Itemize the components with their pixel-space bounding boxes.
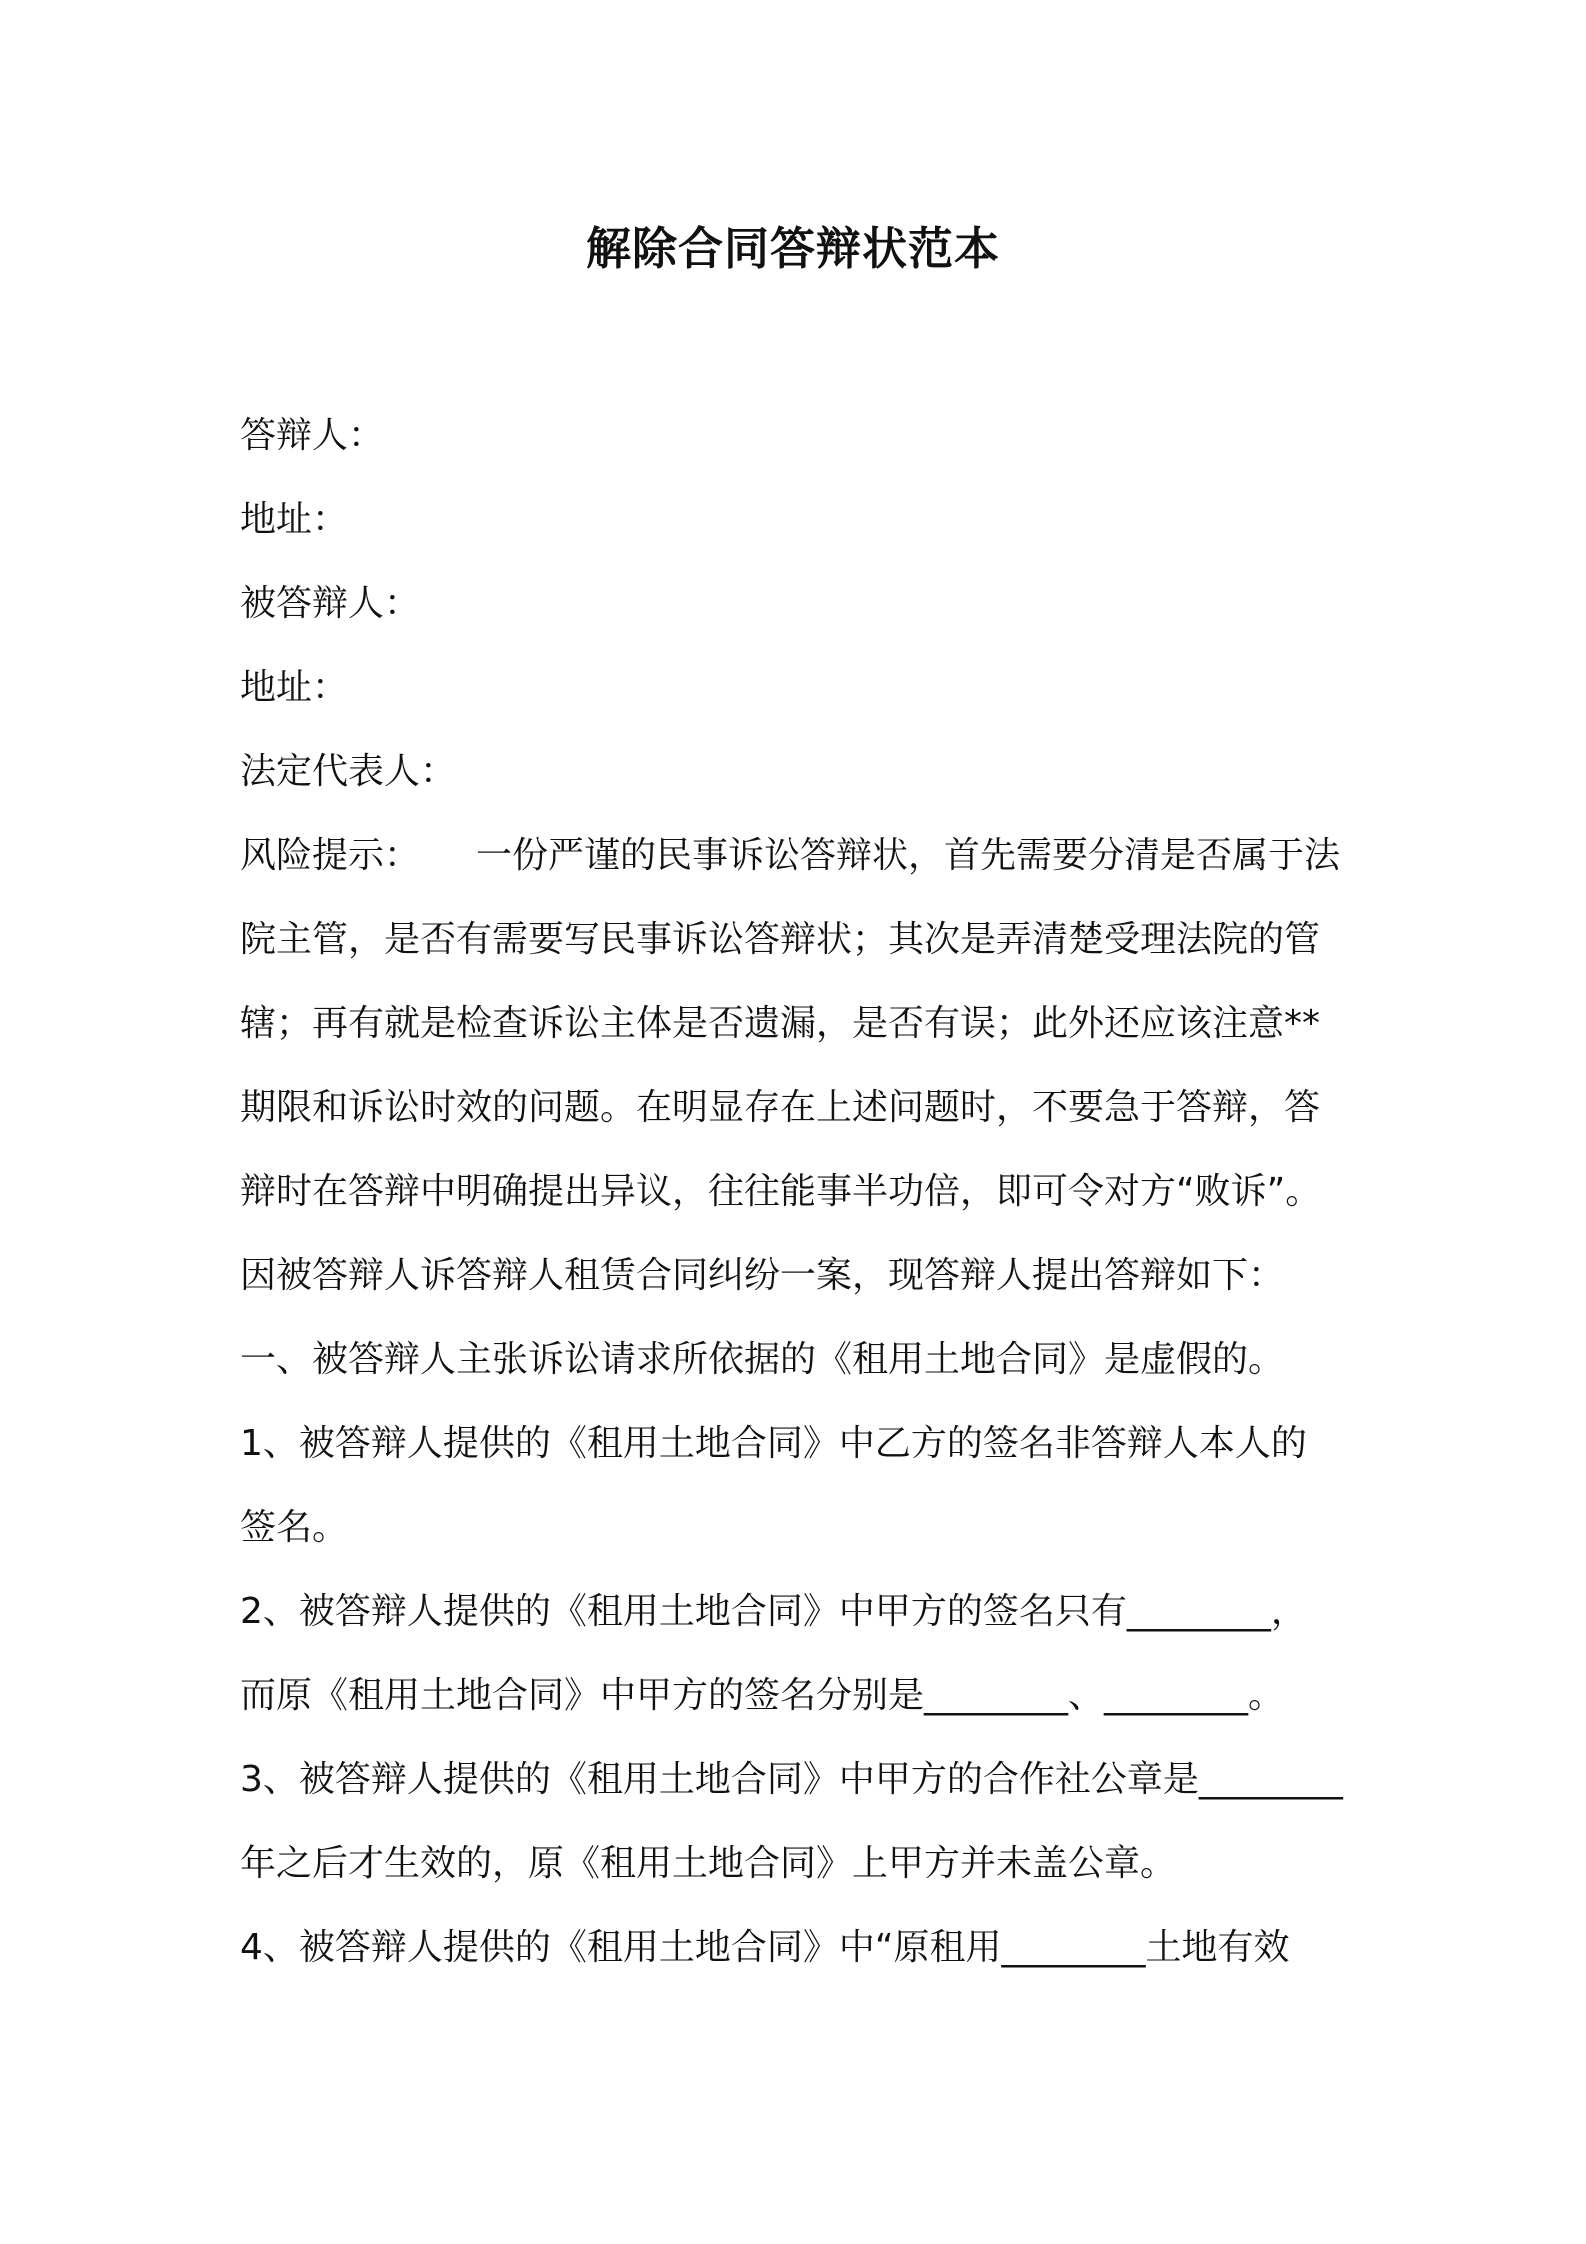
paragraph-line: 1、被答辩人提供的《租用土地合同》中乙方的签名非答辩人本人的 [240,1423,1307,1464]
paragraph-line: 院主管，是否有需要写民事诉讼答辩状；其次是弄清楚受理法院的管 [240,919,1321,960]
paragraph-line: 3、被答辩人提供的《租用土地合同》中甲方的合作社公章是________ [240,1759,1343,1800]
paragraph-line: 辩时在答辩中明确提出异议，往往能事半功倍，即可令对方“败诉”。 [240,1171,1322,1212]
claimant-address-label: 地址： [240,667,349,708]
paragraph-line: 因被答辩人诉答辩人租赁合同纠纷一案，现答辩人提出答辩如下： [240,1255,1285,1296]
document-title: 解除合同答辩状范本 [585,222,1000,275]
paragraph-line: 而原《租用土地合同》中甲方的签名分别是________、________。 [240,1675,1285,1716]
paragraph-line: 期限和诉讼时效的问题。在明显存在上述问题时，不要急于答辩，答 [240,1087,1321,1128]
respondent-label: 答辩人： [240,415,385,456]
paragraph-line: 签名。 [240,1507,349,1548]
respondent-address-label: 地址： [240,499,349,540]
claimant-label: 被答辩人： [240,583,421,624]
paragraph-line: 年之后才生效的，原《租用土地合同》上甲方并未盖公章。 [240,1843,1177,1884]
risk-prompt-line [240,832,1340,880]
legal-representative-label: 法定代表人： [240,751,457,792]
paragraph-line: 一份严谨的民事诉讼答辩状，首先需要分清是否属于法 [476,835,1341,876]
paragraph-line: 辖；再有就是检查诉讼主体是否遗漏，是否有误；此外还应该注意** [240,1003,1321,1044]
paragraph-line: 一、被答辩人主张诉讼请求所依据的《租用土地合同》是虚假的。 [240,1339,1285,1380]
risk-prompt-label: 风险提示： [240,835,421,876]
paragraph-line: 2、被答辩人提供的《租用土地合同》中甲方的签名只有________， [240,1591,1307,1632]
paragraph-line: 4、被答辩人提供的《租用土地合同》中“原租用________土地有效 [240,1927,1290,1968]
